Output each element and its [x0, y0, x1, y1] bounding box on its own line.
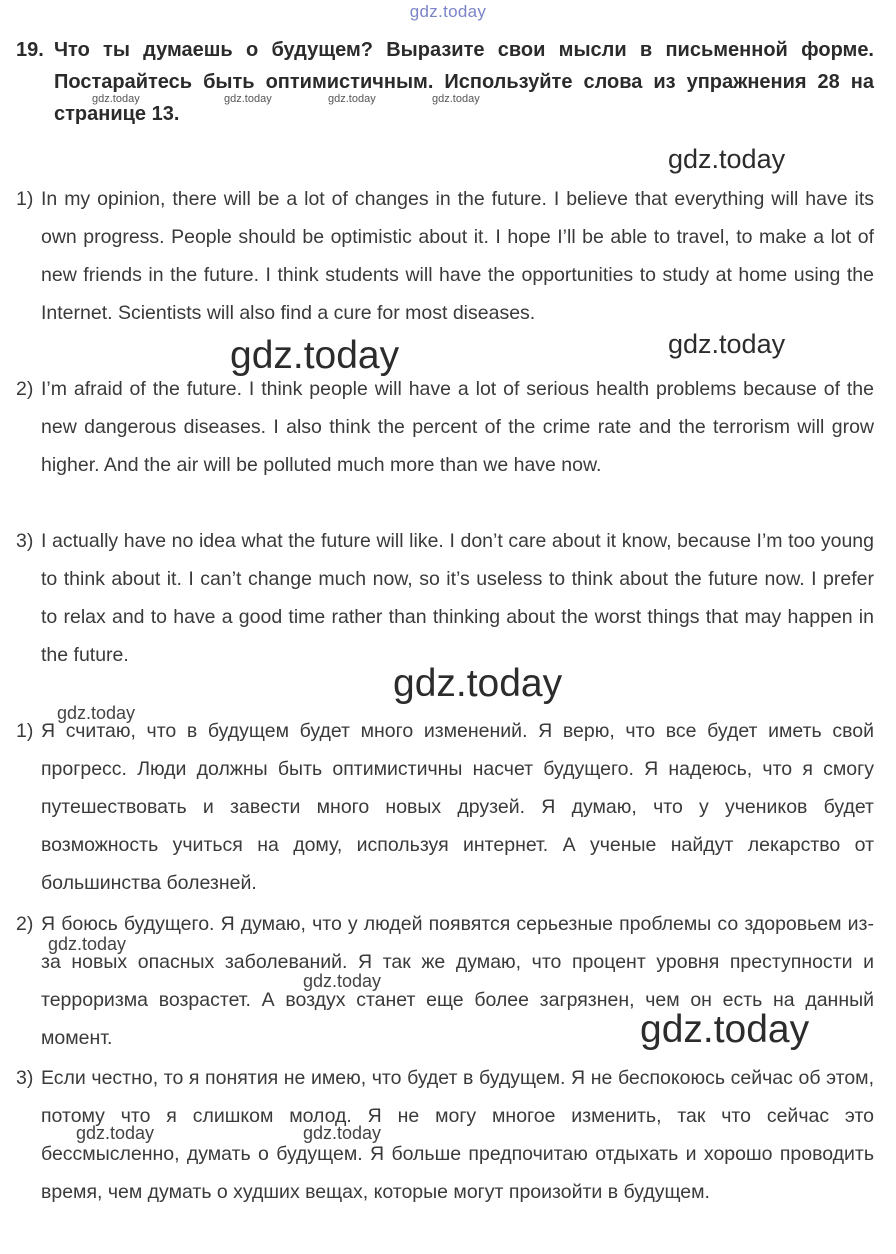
- answer-number: 3): [16, 530, 34, 552]
- header-watermark: gdz.today: [409, 2, 487, 21]
- answer-number: 2): [16, 378, 34, 400]
- english-answer-3: [16, 522, 874, 674]
- russian-answer-1: [16, 712, 874, 902]
- watermark: gdz.today: [303, 1123, 382, 1143]
- watermark: gdz.today: [57, 703, 136, 723]
- watermark: gdz.today: [224, 93, 272, 105]
- watermark: gdz.today: [92, 93, 140, 105]
- answer-text: Я считаю, что в будущем будет много изменений. Я верю, что все будет иметь свой прогресс. Люди должны быть оптимистичны насчет будущего. Я надеюсь, что я смогу путешествовать и завести много новых друзей. Я думаю, что у учеников будет возможность учиться на дому, используя интернет. А ученые найдут лекарство от большинства болезней.: [41, 720, 874, 894]
- answer-text: In my opinion, there will be a lot of changes in the future. I believe that everything will have its own progress. People should be optimistic about it. I hope I’ll be able to travel, to make a lot of new friends in the future. I think students will have the opportunities to study at home using the Internet. Scientists will also find a cure for most diseases.: [41, 188, 874, 324]
- answer-number: 1): [16, 188, 34, 210]
- answer-text: I actually have no idea what the future will like. I don’t care about it know, because I’m too young to think about it. I can’t change much now, so it’s useless to think about the future now. I prefer to relax and to have a good time rather than thinking about the worst things that may happen in the future.: [41, 530, 874, 666]
- watermark: gdz.today: [230, 334, 400, 377]
- english-answer-2: [16, 370, 874, 484]
- watermark: gdz.today: [668, 329, 786, 359]
- watermark: gdz.today: [432, 93, 480, 105]
- watermark: gdz.today: [303, 971, 382, 991]
- watermark: gdz.today: [668, 144, 786, 174]
- answer-number: 3): [16, 1067, 34, 1089]
- answer-text: Я боюсь будущего. Я думаю, что у людей появятся серьезные проблемы со здоровьем из-за новых опасных заболеваний. Я так же думаю, что процент уровня преступности и терроризма возрастет. А воздух станет еще более загрязнен, чем он есть на данный момент.: [41, 913, 874, 1049]
- task-text: Что ты думаешь о будущем? Выразите свои мысли в письменной форме. Постарайтесь быть оптимистичным. Используйте слова из упражнения 28 на странице 13.: [54, 39, 874, 125]
- watermark: gdz.today: [76, 1123, 155, 1143]
- task-number: 19.: [16, 39, 44, 61]
- english-answer-1: [16, 180, 874, 332]
- answer-text: I’m afraid of the future. I think people will have a lot of serious health problems because of the new dangerous diseases. I also think the percent of the crime rate and the terrorism will grow higher. And the air will be polluted much more than we have now.: [41, 378, 874, 476]
- answer-number: 2): [16, 913, 34, 935]
- watermark: gdz.today: [328, 93, 376, 105]
- watermark: gdz.today: [640, 1008, 810, 1051]
- answer-number: 1): [16, 720, 34, 742]
- watermark: gdz.today: [48, 934, 127, 954]
- watermark: gdz.today: [393, 662, 563, 705]
- task-prompt: [16, 34, 874, 130]
- answer-text: Если честно, то я понятия не имею, что будет в будущем. Я не беспокоюсь сейчас об этом, потому что я слишком молод. Я не могу многое изменить, так что сейчас это бессмысленно, думать о будущем. Я больше предпочитаю отдыхать и хорошо проводить время, чем думать о худших вещах, которые могут произойти в будущем.: [41, 1067, 874, 1203]
